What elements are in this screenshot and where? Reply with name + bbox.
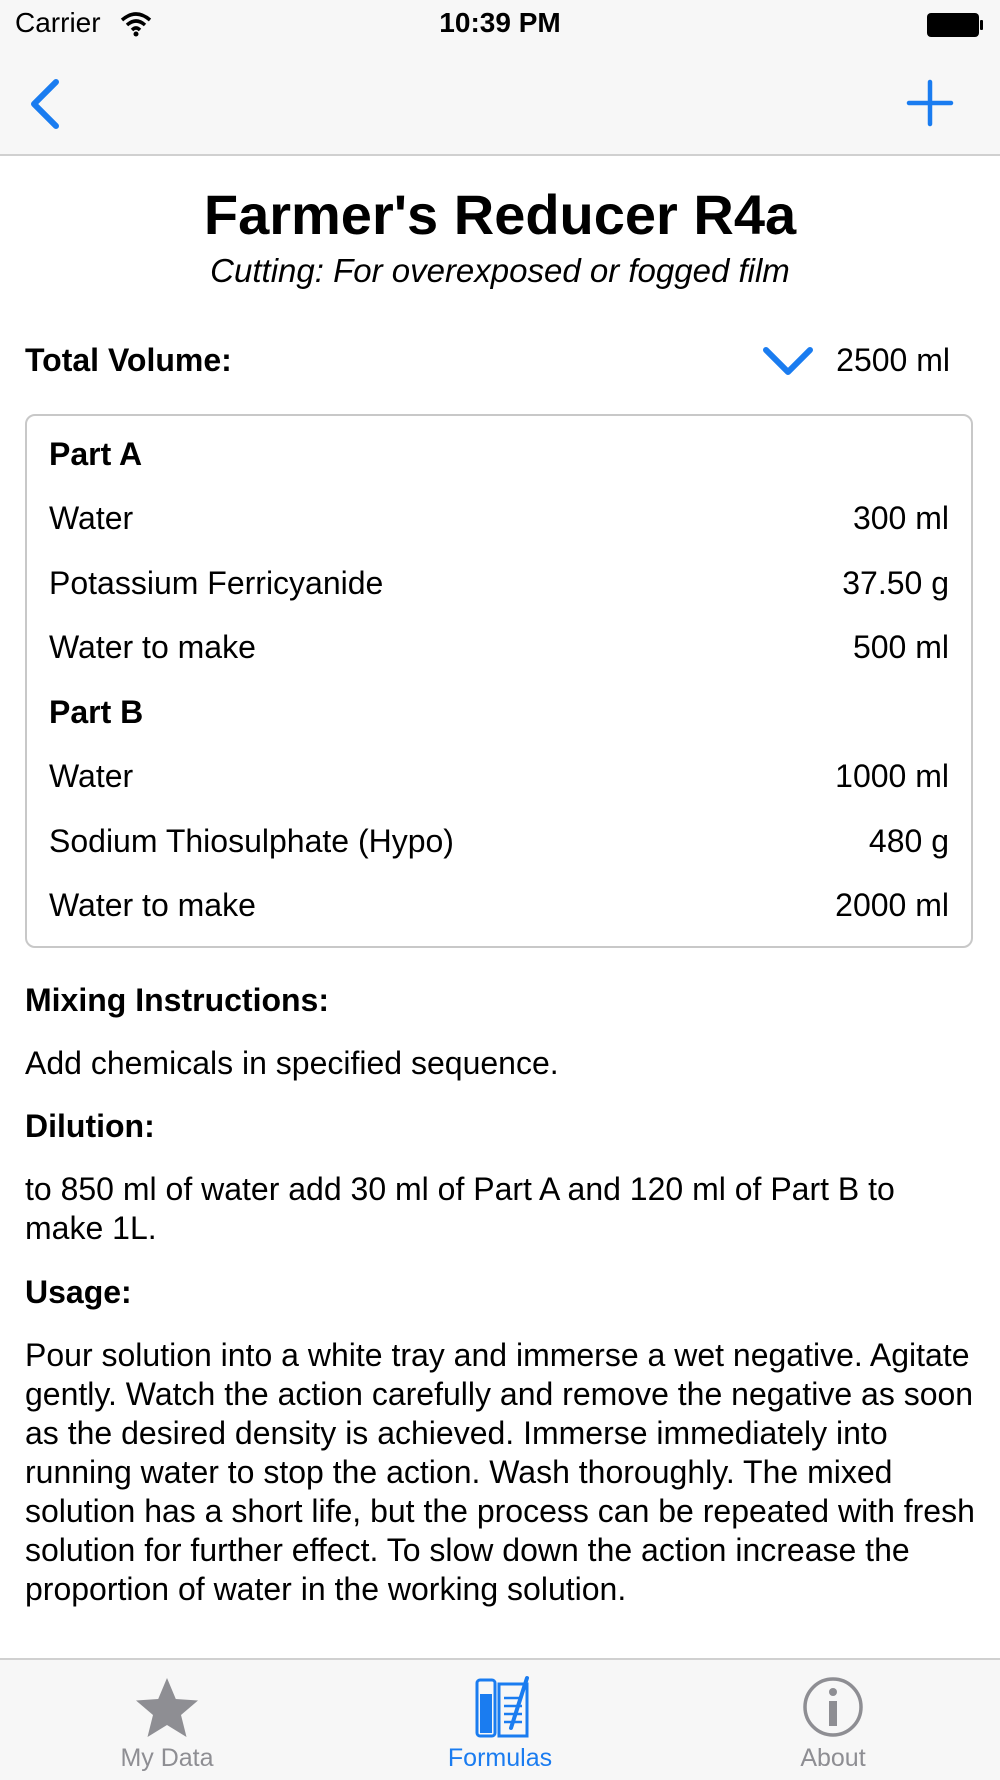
battery-icon — [926, 12, 984, 38]
ingredients-table — [25, 414, 973, 948]
tab-my-data[interactable] — [0, 1660, 334, 1780]
tab-label: Formulas — [447, 1744, 553, 1772]
part-name: Part B — [49, 693, 144, 730]
navigation-bar — [0, 50, 1000, 156]
ingredient-name: Water — [49, 499, 134, 536]
ingredient-name: Sodium Thiosulphate (Hypo) — [49, 822, 454, 859]
usage-label: Usage: — [25, 1274, 132, 1310]
status-time: 10:39 PM — [439, 7, 561, 38]
part-name: Part A — [49, 435, 143, 472]
ingredient-row — [49, 486, 949, 550]
tab-label: My Data — [120, 1744, 214, 1772]
mixing-instructions-text: Add chemicals in specified sequence. — [25, 1045, 559, 1081]
ingredient-row — [49, 551, 949, 615]
ingredient-name: Water — [49, 757, 134, 794]
formula-subtitle: Cutting: For overexposed or fogged film — [210, 252, 790, 289]
ingredient-name: Water to make — [49, 628, 256, 665]
ingredient-amount: 300 ml — [852, 499, 949, 536]
star-icon — [132, 1674, 202, 1740]
part-a-header — [49, 422, 949, 486]
ingredient-row — [49, 809, 949, 873]
ingredient-amount: 1000 ml — [835, 757, 949, 794]
total-volume-label: Total Volume: — [25, 342, 232, 378]
ingredient-amount: 2000 ml — [835, 886, 949, 923]
dilution-text: to 850 ml of water add 30 ml of Part A and 120 ml of Part B to make 1L. — [25, 1171, 895, 1246]
ingredient-row — [49, 873, 949, 937]
ingredient-name: Potassium Ferricyanide — [49, 564, 384, 601]
back-button[interactable] — [20, 72, 80, 132]
tab-label: About — [800, 1744, 866, 1772]
info-icon — [798, 1674, 868, 1740]
chevron-left-icon — [20, 72, 80, 132]
ingredient-row — [49, 615, 949, 679]
ingredient-row — [49, 744, 949, 808]
carrier-label: Carrier — [15, 7, 101, 38]
total-volume-value[interactable]: 2500 ml — [836, 342, 950, 378]
formula-detail — [0, 156, 1000, 1658]
tab-formulas[interactable] — [333, 1660, 667, 1780]
plus-icon — [900, 72, 960, 132]
tab-bar — [0, 1658, 1000, 1780]
usage-text: Pour solution into a white tray and immerse a wet negative. Agitate gently. Watch the action carefully and remove the negative as soon as the desired density is achieved. Immerse immediately into running water to stop the action. Wash thoroughly. The mixed solution has a short life, but the process can be repeated with fresh solution for further effect. To slow down the action increase the proportion of water in the working solution. — [25, 1337, 975, 1607]
formulas-icon — [465, 1674, 535, 1740]
formula-title: Farmer's Reducer R4a — [203, 183, 797, 246]
tab-about[interactable] — [666, 1660, 1000, 1780]
ingredient-amount: 500 ml — [852, 628, 949, 665]
part-b-header — [49, 680, 949, 744]
chevron-down-icon[interactable] — [762, 342, 814, 382]
status-bar — [0, 0, 1000, 50]
ingredient-name: Water to make — [49, 886, 256, 923]
dilution-label: Dilution: — [25, 1108, 155, 1144]
ingredient-amount: 37.50 g — [842, 564, 949, 601]
mixing-instructions-label: Mixing Instructions: — [25, 982, 329, 1018]
ingredient-amount: 480 g — [868, 822, 949, 859]
add-button[interactable] — [900, 72, 960, 132]
